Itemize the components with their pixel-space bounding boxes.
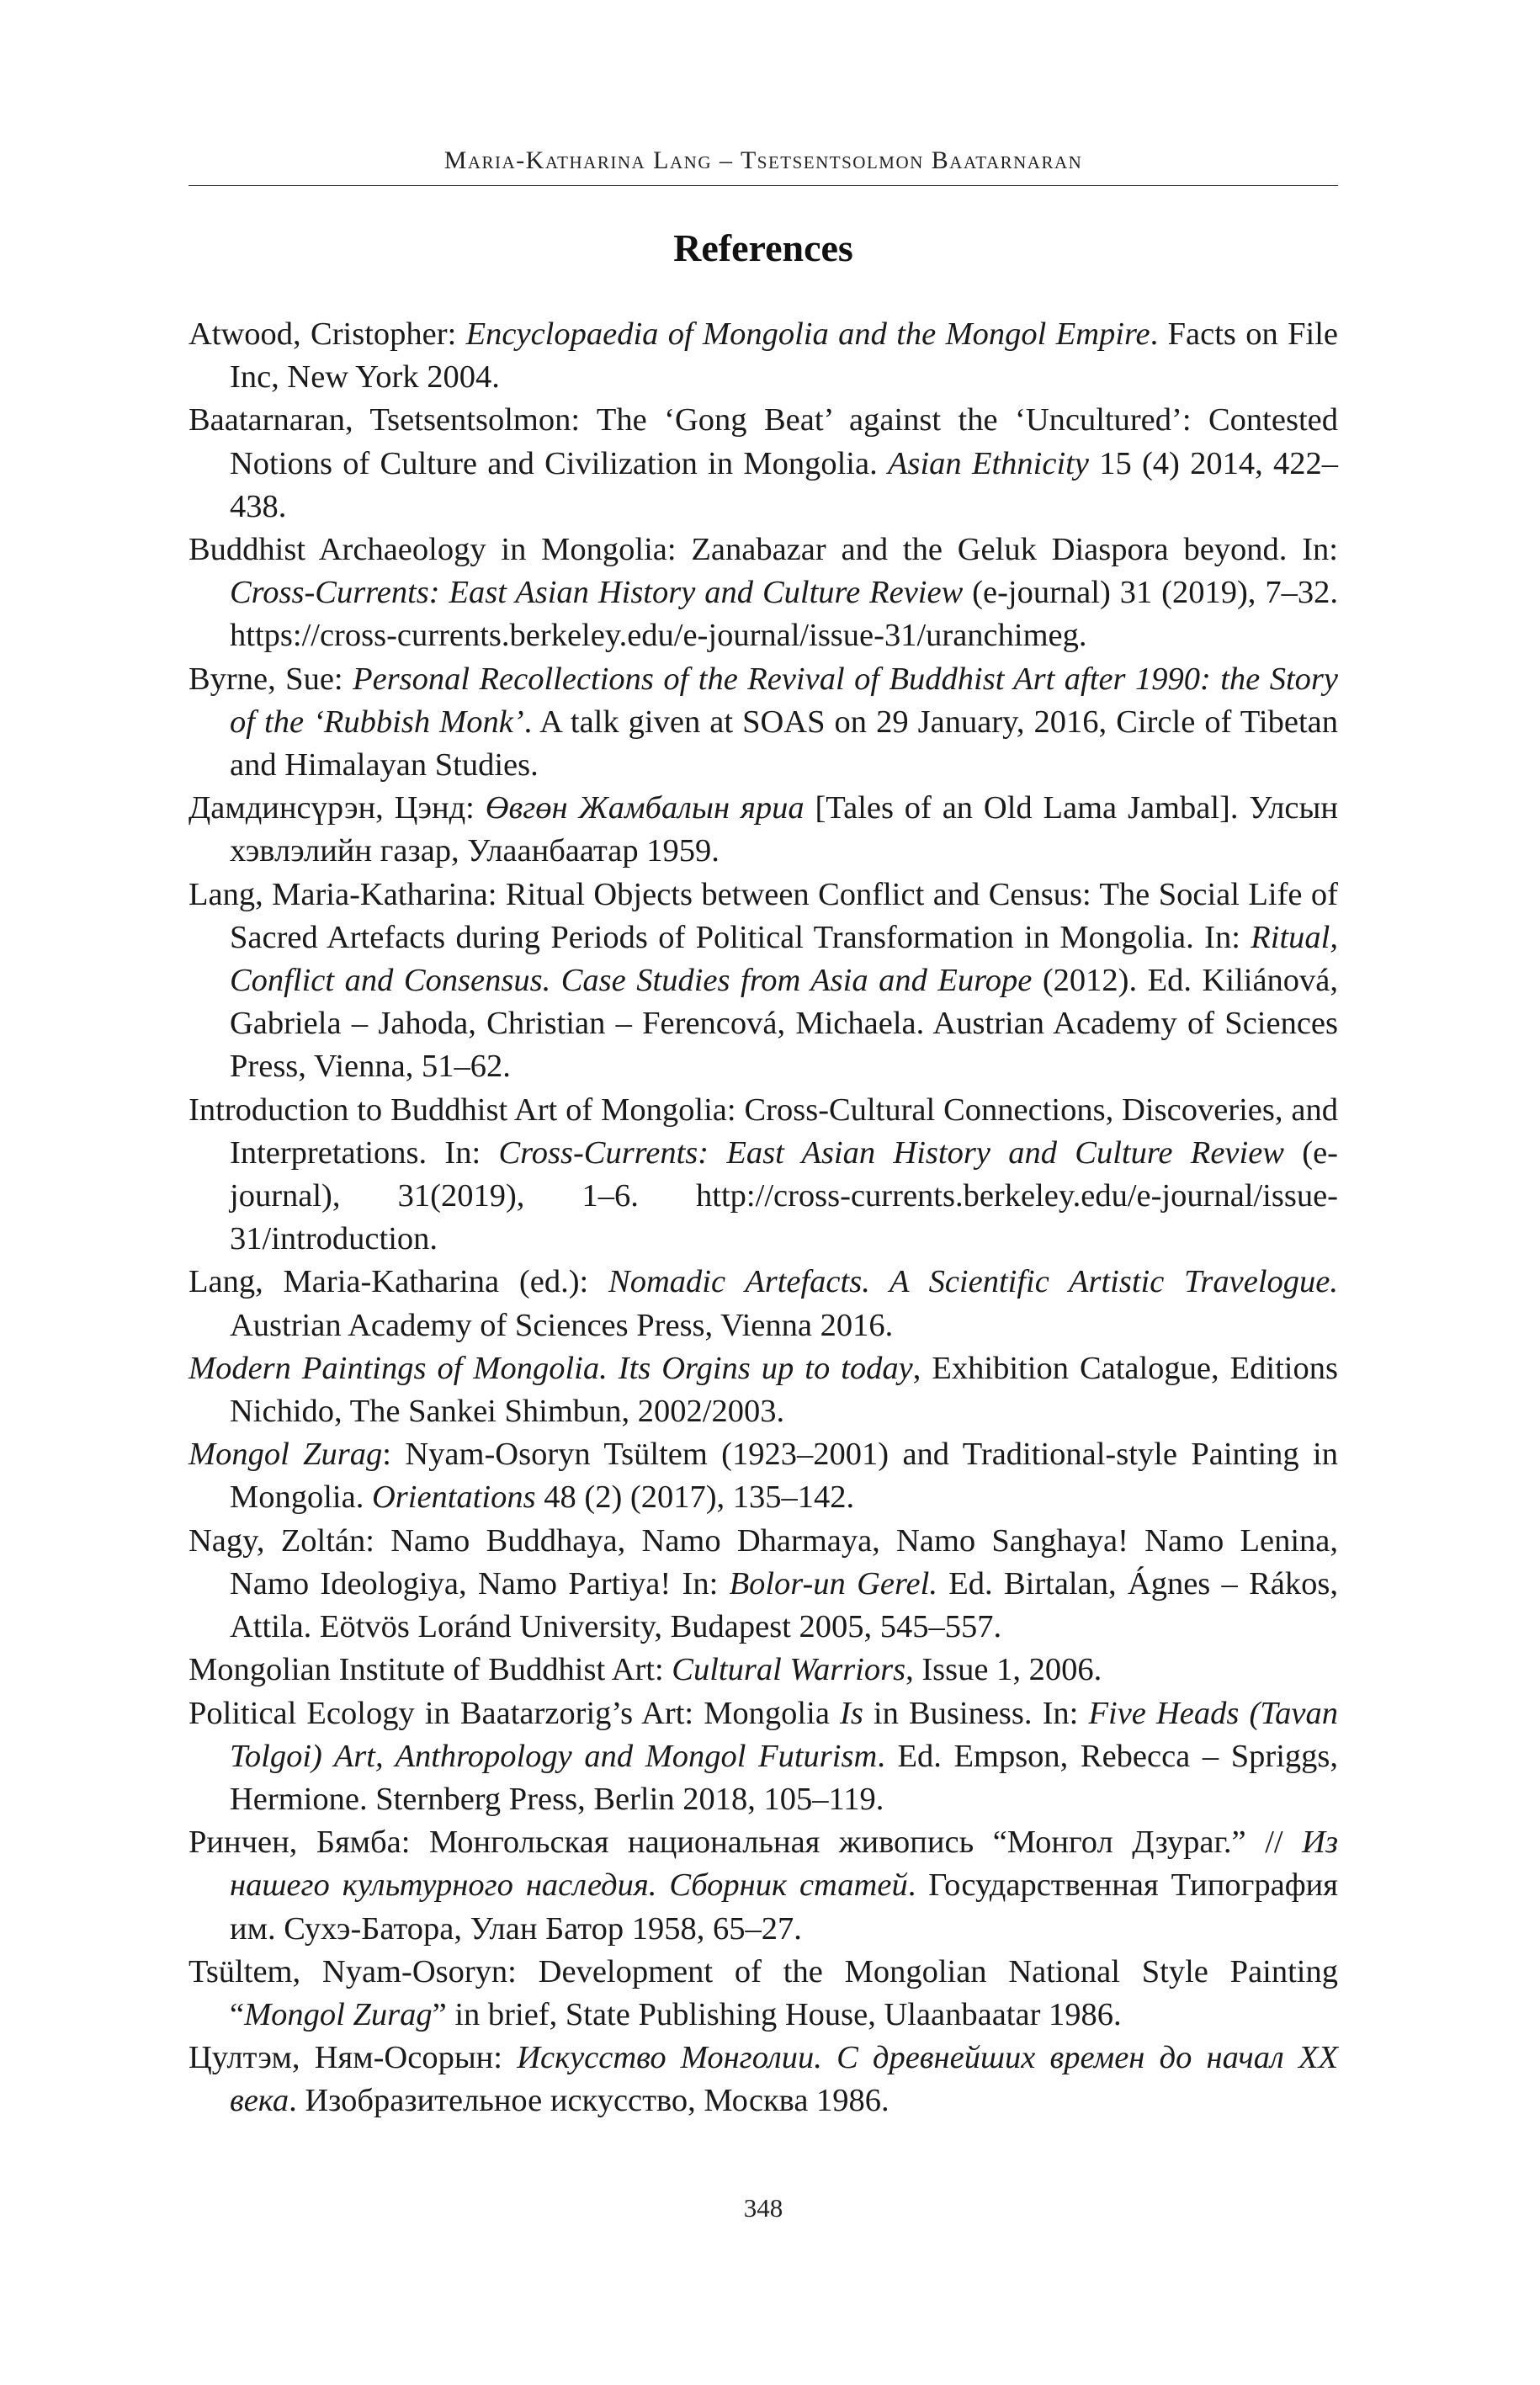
ref-text: Baatarnaran, Tsetsentsolmon: The ‘Gong Beat’ against the ‘Uncultured’: Contested Notions of Culture and Civilization in Mongolia. <box>189 402 1338 481</box>
ref-title: Cross-Currents: East Asian History and Culture Review <box>230 575 964 611</box>
ref-title: Cross-Currents: East Asian History and Culture Review <box>498 1134 1284 1171</box>
ref-text: Lang, Maria-Katharina: Ritual Objects between Conflict and Census: The Social Life of Sacred Artefacts during Periods of Political Transformation in Mongolia. In: <box>189 876 1338 955</box>
ref-text: Lang, Maria-Katharina (ed.): <box>189 1264 609 1300</box>
ref-title: Is <box>840 1695 863 1731</box>
ref-text: ” in brief, State Publishing House, Ulaanbaatar 1986. <box>432 1996 1122 2032</box>
ref-text: [Tales of an Old Lama Jambal]. Улсын хэвлэлийн газар, Улаанбаатар 1959. <box>230 790 1338 869</box>
reference-list <box>189 313 1338 2123</box>
ref-title: Өвгөн Жамбалын яриа <box>485 790 805 826</box>
reference-entry <box>189 787 1338 873</box>
ref-title: Orientations <box>371 1479 536 1516</box>
reference-entry <box>189 874 1338 1089</box>
ref-title: Ritual, Conflict and Consensus. Case Studies from Asia and Europe <box>230 919 1338 999</box>
reference-entry <box>189 1261 1338 1347</box>
ref-title: Modern Paintings of Mongolia. Its Orgins up to today <box>189 1350 913 1386</box>
reference-entry <box>189 1649 1338 1692</box>
ref-text: (e-journal), 31(2019), 1–6. http://cross-currents.berkeley.edu/e-journal/issue-31/introduction. <box>230 1134 1339 1257</box>
ref-text: Atwood, Cristopher: <box>189 316 466 352</box>
ref-title: Personal Recollections of the Revival of Buddhist Art after 1990: the Story of the ‘Rubbish Monk’ <box>230 661 1338 740</box>
ref-text: . Государственная Типография им. Сухэ-Батора, Улан Батор 1958, 65–27. <box>230 1867 1338 1947</box>
ref-text: Ed. Birtalan, Ágnes – Rákos, Attila. Eötvös Loránd University, Budapest 2005, 545–557. <box>230 1565 1338 1645</box>
ref-text: Byrne, Sue: <box>189 661 353 697</box>
reference-entry <box>189 399 1338 529</box>
reference-entry <box>189 1821 1338 1951</box>
ref-text: . Изобразительное искусство, Москва 1986. <box>289 2083 889 2119</box>
reference-entry <box>189 529 1338 658</box>
book-page <box>189 0 1338 2385</box>
reference-entry <box>189 313 1338 399</box>
reference-entry <box>189 1347 1338 1433</box>
running-head: Maria-Katharina Lang – Tsetsentsolmon Baatarnaran <box>443 146 1083 174</box>
ref-text: . A talk given at SOAS on 29 January, 2016, Circle of Tibetan and Himalayan Studies. <box>230 704 1338 783</box>
reference-entry <box>189 2037 1338 2122</box>
ref-text: . Facts on File Inc, New York 2004. <box>230 316 1338 396</box>
ref-text: Nagy, Zoltán: Namo Buddhaya, Namo Dharmaya, Namo Sanghaya! Namo Lenina, Namo Ideologiya, Namo Partiya! In: <box>189 1522 1338 1602</box>
ref-text: , Exhibition Catalogue, Editions Nichido, The Sankei Shimbun, 2002/2003. <box>230 1350 1338 1430</box>
ref-text: 48 (2) (2017), 135–142. <box>535 1479 855 1516</box>
ref-text: Цултэм, Ням-Осорын: <box>189 2040 518 2076</box>
ref-text: Mongolian Institute of Buddhist Art: <box>189 1652 672 1688</box>
reference-entry <box>189 1089 1338 1262</box>
ref-title: Encyclopaedia of Mongolia and the Mongol Empire <box>465 316 1150 352</box>
ref-text: in Business. In: <box>863 1695 1089 1731</box>
ref-text: 15 (4) 2014, 422–438. <box>230 445 1339 524</box>
ref-title: Bolor-un Gerel. <box>729 1565 937 1602</box>
page-number: 348 <box>743 2193 783 2223</box>
ref-title: Из нашего культурного наследия. Сборник статей <box>230 1825 1338 1904</box>
ref-title: Nomadic Artefacts. A Scientific Artistic Travelogue. <box>608 1264 1339 1300</box>
reference-entry <box>189 1692 1338 1822</box>
ref-title: Asian Ethnicity <box>887 445 1089 481</box>
ref-title: Five Heads (Tavan Tolgoi) Art, Anthropology and Mongol Futurism <box>230 1695 1338 1774</box>
ref-text: Ринчен, Бямба: Монгольская национальная живопись “Монгол Дзураг.” // <box>189 1825 1303 1861</box>
ref-text: Дамдинсүрэн, Цэнд: <box>189 790 486 826</box>
reference-entry <box>189 658 1338 788</box>
ref-text: Austrian Academy of Sciences Press, Vienna 2016. <box>230 1307 894 1343</box>
ref-text: : Nyam-Osoryn Tsültem (1923–2001) and Traditional-style Painting in Mongolia. <box>230 1437 1338 1516</box>
ref-title: Искусство Монголии. С древнейших времен до начал XX века <box>230 2040 1338 2119</box>
section-title: References <box>673 226 853 269</box>
ref-text: (2012). Ed. Kiliánová, Gabriela – Jahoda, Christian – Ferencová, Michaela. Austrian Academy of Sciences Press, Vienna, 51–62. <box>230 963 1339 1085</box>
ref-text: Buddhist Archaeology in Mongolia: Zanabazar and the Geluk Diaspora beyond. In: <box>189 532 1338 568</box>
ref-title: Mongol Zurag <box>244 1996 433 2032</box>
ref-text: . Ed. Empson, Rebecca – Spriggs, Hermione. Sternberg Press, Berlin 2018, 105–119. <box>230 1738 1338 1817</box>
ref-text: Tsültem, Nyam-Osoryn: Development of the Mongolian National Style Painting “ <box>189 1953 1338 2032</box>
ref-text: , Issue 1, 2006. <box>905 1652 1102 1688</box>
header-rule <box>189 185 1338 186</box>
ref-title: Cultural Warriors <box>672 1652 906 1688</box>
ref-text: Political Ecology in Baatarzorig’s Art: Mongolia <box>189 1695 841 1731</box>
ref-title: Mongol Zurag <box>189 1437 383 1473</box>
ref-text: Introduction to Buddhist Art of Mongolia: Cross-Cultural Connections, Discoveries, and Interpretations. In: <box>189 1092 1338 1171</box>
ref-text: (e-journal) 31 (2019), 7–32. https://cross-currents.berkeley.edu/e-journal/issue-31/uranchimeg. <box>230 575 1338 654</box>
reference-entry <box>189 1951 1338 2037</box>
reference-entry <box>189 1433 1338 1519</box>
reference-entry <box>189 1520 1338 1649</box>
